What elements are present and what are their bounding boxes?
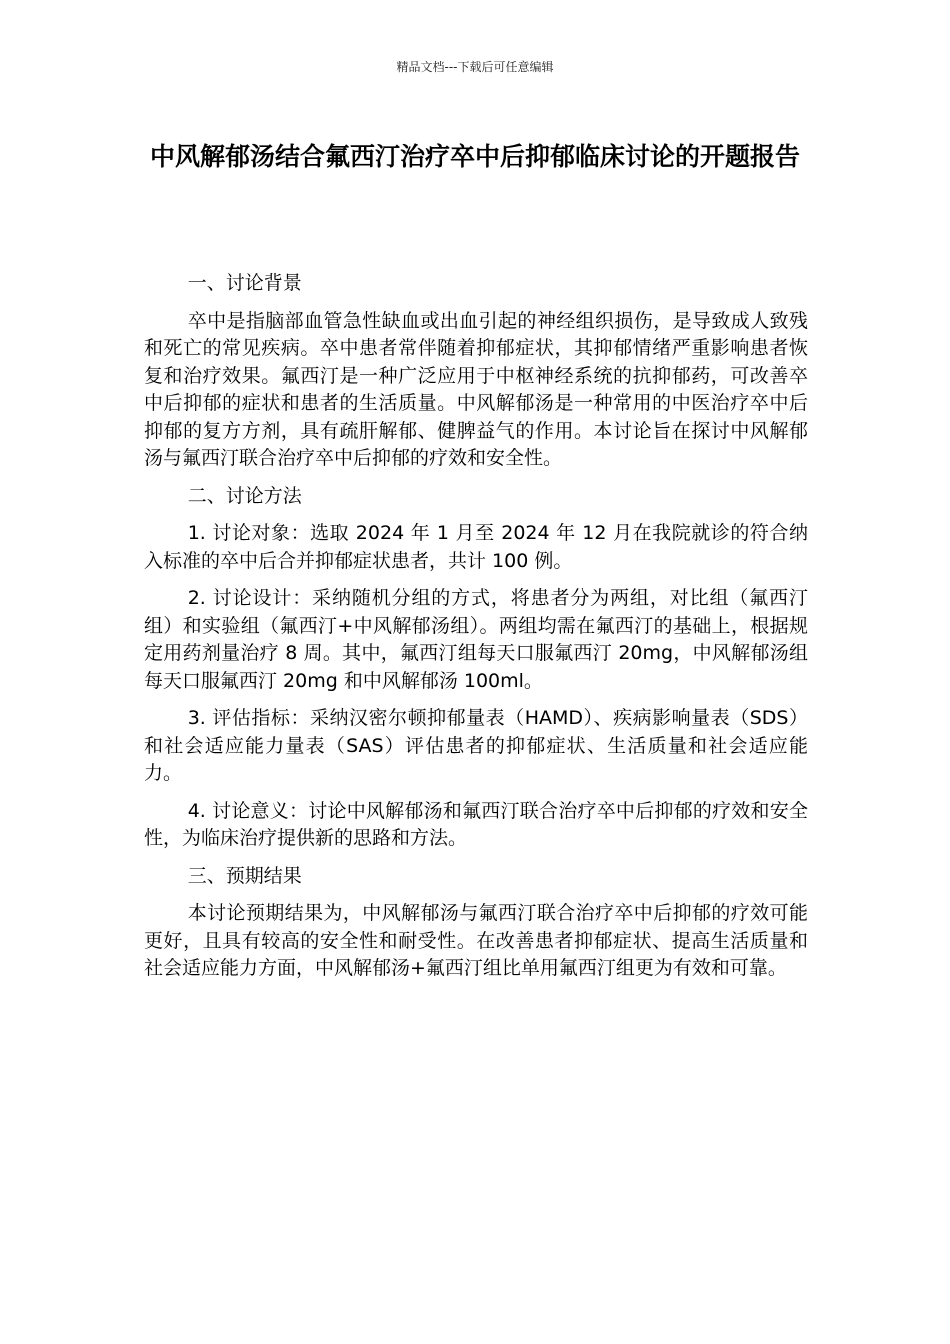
paragraph-background: 卒中是指脑部血管急性缺血或出血引起的神经组织损伤，是导致成人致残和死亡的常见疾病。卒中患者常伴随着抑郁症状，其抑郁情绪严重影响患者恢复和治疗效果。氟西汀是一种广泛应用于中枢神经系统的抗抑郁药，可改善卒中后抑郁的症状和患者的生活质量。中风解郁汤是一种常用的中医治疗卒中后抑郁的复方方剂，具有疏肝解郁、健脾益气的作用。本讨论旨在探讨中风解郁汤与氟西汀联合治疗卒中后抑郁的疗效和安全性。 <box>144 309 808 469</box>
document-title: 中风解郁汤结合氟西汀治疗卒中后抑郁临床讨论的开题报告 <box>149 142 800 171</box>
section-heading-expected-results: 三、预期结果 <box>187 864 302 887</box>
header-note: 精品文档---下载后可任意编辑 <box>396 60 554 74</box>
paragraph-indicators: 3. 评估指标：采纳汉密尔顿抑郁量表（HAMD）、疾病影响量表（SDS）和社会适应能力量表（SAS）评估患者的抑郁症状、生活质量和社会适应能力。 <box>144 707 808 784</box>
paragraph-subjects: 1. 讨论对象：选取 2024 年 1 月至 2024 年 12 月在我院就诊的符合纳入标准的卒中后合并抑郁症状患者，共计 100 例。 <box>144 522 808 572</box>
paragraph-expected-results: 本讨论预期结果为，中风解郁汤与氟西汀联合治疗卒中后抑郁的疗效可能更好，且具有较高的安全性和耐受性。在改善患者抑郁症状、提高生活质量和社会适应能力方面，中风解郁汤+氟西汀组比单用氟西汀组更为有效和可靠。 <box>144 902 808 979</box>
section-heading-background: 一、讨论背景 <box>187 272 302 294</box>
document-body <box>144 270 808 993</box>
section-heading-methods: 二、讨论方法 <box>187 484 302 507</box>
paragraph-significance: 4. 讨论意义：讨论中风解郁汤和氟西汀联合治疗卒中后抑郁的疗效和安全性，为临床治疗提供新的思路和方法。 <box>144 799 808 849</box>
paragraph-design: 2. 讨论设计：采纳随机分组的方式，将患者分为两组，对比组（氟西汀组）和实验组（氟西汀+中风解郁汤组）。两组均需在氟西汀的基础上，根据规定用药剂量治疗 8 周。其中，氟西汀组每天口服氟西汀 20mg，中风解郁汤组每天口服氟西汀 20mg 和中风解郁汤 100ml。 <box>144 587 808 692</box>
